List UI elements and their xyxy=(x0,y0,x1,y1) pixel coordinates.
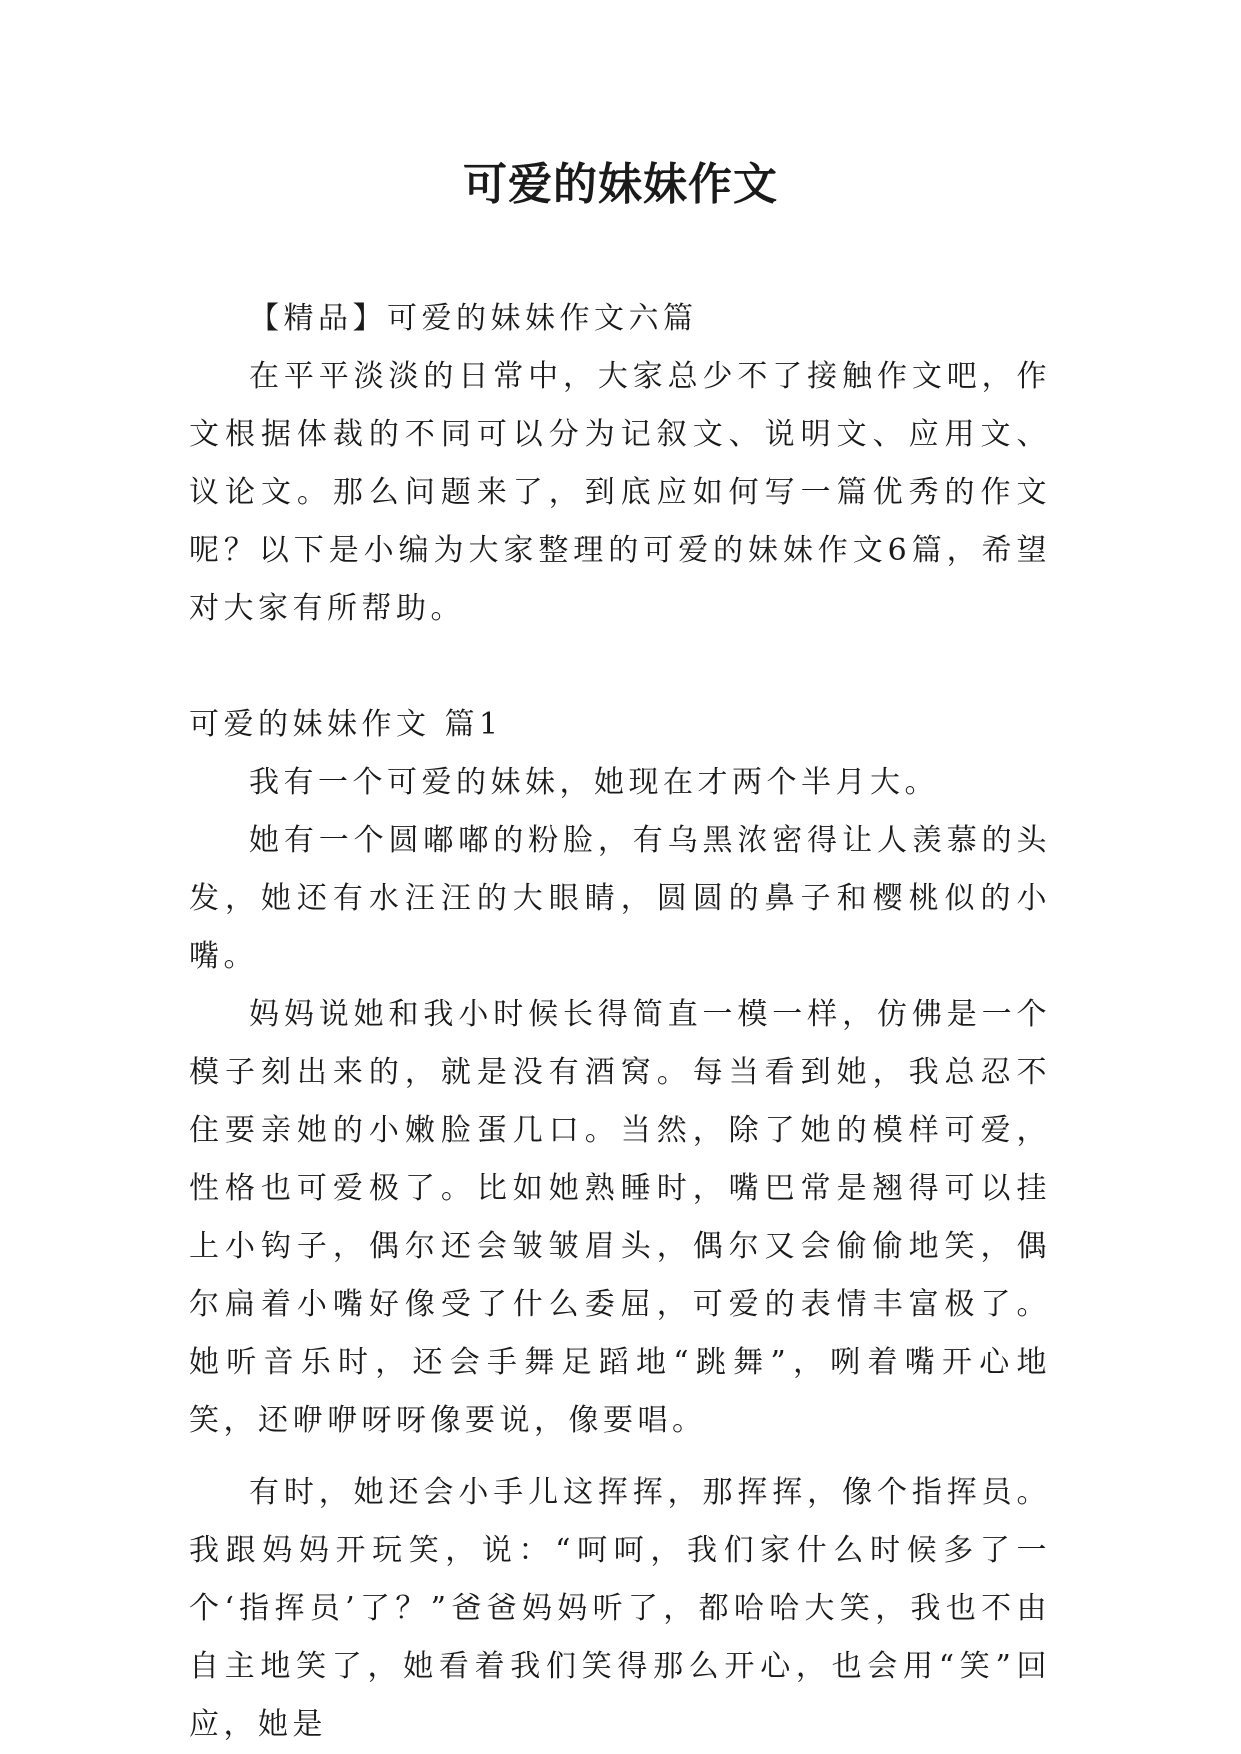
body-paragraph-1: 我有一个可爱的妹妹，她现在才两个半月大。 xyxy=(249,765,939,800)
document-subtitle: 【精品】可爱的妹妹作文六篇 xyxy=(249,301,698,336)
section-heading: 可爱的妹妹作文 篇1 xyxy=(189,707,503,742)
paragraph-gap-small xyxy=(189,1450,1051,1464)
intro-paragraph: 在平平淡淡的日常中，大家总少不了接触作文吧，作文根据体裁的不同可以分为记叙文、说明文、应用文、议论文。那么问题来了，到底应如何写一篇优秀的作文呢？以下是小编为大家整理的可爱的妹妹作文6篇，希望对大家有所帮助。 xyxy=(189,359,1051,626)
body-paragraph-2: 她有一个圆嘟嘟的粉脸，有乌黑浓密得让人羡慕的头发，她还有水汪汪的大眼睛，圆圆的鼻子和樱桃似的小嘴。 xyxy=(189,823,1051,974)
body-paragraph-3: 妈妈说她和我小时候长得简直一模一样，仿佛是一个模子刻出来的，就是没有酒窝。每当看到她，我总忍不住要亲她的小嫩脸蛋几口。当然，除了她的模样可爱，性格也可爱极了。比如她熟睡时，嘴巴常是翘得可以挂上小钩子，偶尔还会皱皱眉头，偶尔又会偷偷地笑，偶尔扁着小嘴好像受了什么委屈，可爱的表情丰富极了。她听音乐时，还会手舞足蹈地“跳舞”，咧着嘴开心地笑，还咿咿呀呀像要说，像要唱。 xyxy=(189,997,1051,1438)
paragraph-gap xyxy=(189,638,1051,696)
document-title: 可爱的妹妹作文 xyxy=(463,159,778,210)
body-paragraph-4: 有时，她还会小手儿这挥挥，那挥挥，像个指挥员。我跟妈妈开玩笑，说：“呵呵，我们家什么时候多了一个‘指挥员’了？”爸爸妈妈听了，都哈哈大笑，我也不由自主地笑了，她看着我们笑得那么开心，也会用“笑”回应，她是 xyxy=(189,1475,1051,1742)
document-body xyxy=(189,290,1051,1754)
